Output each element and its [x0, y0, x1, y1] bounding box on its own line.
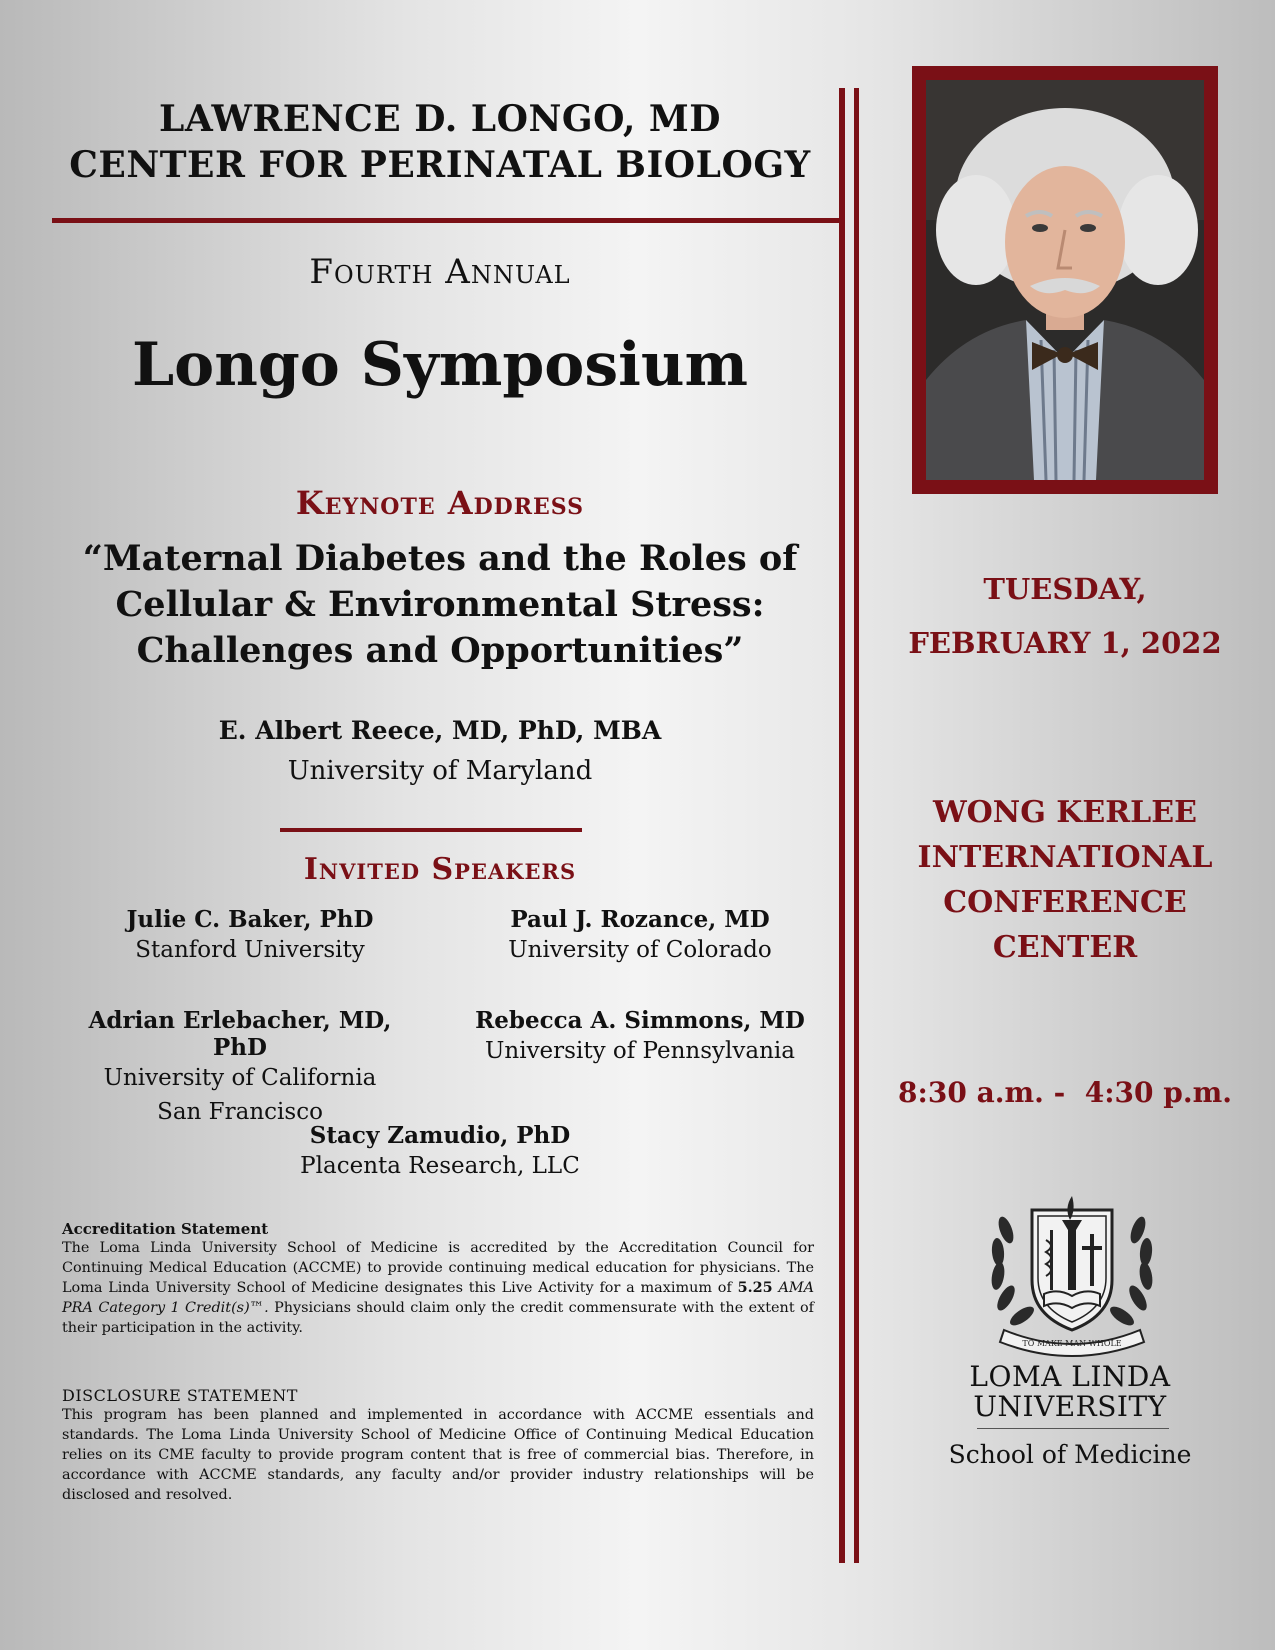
event-time: 8:30 a.m. - 4:30 p.m.: [898, 1076, 1232, 1109]
seal-motto: TO MAKE MAN WHOLE: [1022, 1339, 1122, 1348]
venue-line-2: INTERNATIONAL: [917, 840, 1213, 875]
keynote-talk-line-2: Cellular & Environmental Stress:: [115, 584, 765, 625]
speaker-affiliation: Placenta Research, LLC: [300, 1153, 580, 1179]
speaker-card: [460, 1007, 820, 1068]
vertical-divider-left: [839, 88, 845, 1563]
subtitle: Fourth Annual: [309, 252, 571, 292]
center-name: [60, 96, 820, 188]
vertical-divider-right: [854, 88, 859, 1563]
speaker-card: [470, 906, 810, 967]
venue-line-4: CENTER: [992, 930, 1138, 965]
speaker-name: Stacy Zamudio, PhD: [309, 1122, 571, 1149]
speaker-card: [60, 1007, 420, 1129]
speaker-card: [80, 906, 420, 967]
venue-line-1: WONG KERLEE: [932, 795, 1197, 830]
logo-divider: [977, 1428, 1169, 1429]
center-name-line-1: LAWRENCE D. LONGO, MD: [159, 98, 721, 140]
university-seal-icon: [976, 1190, 1168, 1360]
keynote-talk-title: [60, 536, 820, 674]
keynote-speaker-name: E. Albert Reece, MD, PhD, MBA: [218, 716, 662, 745]
venue-line-3: CONFERENCE: [943, 885, 1187, 920]
keynote-heading: Keynote Address: [295, 484, 585, 522]
university-name-line-1: LOMA LINDA: [969, 1360, 1171, 1393]
speaker-affiliation: San Francisco: [157, 1099, 323, 1125]
credit-amount: 5.25: [737, 1279, 773, 1296]
accreditation-statement: [62, 1220, 814, 1338]
accreditation-text-2: Physicians should claim only the credit commensurate with the extent of their participation in the activity.: [62, 1300, 815, 1336]
event-venue: [890, 790, 1240, 970]
university-name: [900, 1362, 1240, 1422]
university-name-line-2: UNIVERSITY: [973, 1390, 1167, 1423]
accreditation-text-1: The Loma Linda University School of Medicine is accredited by the Accreditation Council for Continuing Medical Education (ACCME) to provide continuing medical education for physicians. The Loma Linda University School of Medicine designates this Live Activity for a maximum of: [62, 1240, 814, 1296]
speaker-name: Julie C. Baker, PhD: [126, 906, 374, 933]
speaker-affiliation: Stanford University: [135, 937, 365, 963]
speaker-name: Adrian Erlebacher, MD, PhD: [88, 1007, 392, 1061]
invited-speakers-heading: Invited Speakers: [303, 852, 577, 887]
portrait-photo: [926, 80, 1204, 480]
school-name: School of Medicine: [948, 1440, 1192, 1469]
keynote-talk-line-1: “Maternal Diabetes and the Roles of: [82, 538, 798, 579]
keynote-speaker-affiliation: University of Maryland: [287, 756, 593, 786]
accreditation-body: [62, 1238, 814, 1338]
speaker-affiliation: University of Colorado: [508, 937, 772, 963]
credit-designation: AMA PRA Category 1 Credit(s)™.: [62, 1280, 815, 1316]
disclosure-title: DISCLOSURE STATEMENT: [62, 1386, 298, 1405]
header-divider: [52, 218, 840, 223]
center-name-line-2: CENTER FOR PERINATAL BIOLOGY: [69, 144, 811, 186]
disclosure-statement: [62, 1386, 814, 1505]
disclosure-body: This program has been planned and implemented in accordance with ACCME essentials and standards. The Loma Linda University School of Medicine Office of Continuing Medical Education relies on its CME faculty to provide program content that is free of commercial bias. Therefore, in accordance with ACCME standards, any faculty and/or provider industry relationships will be disclosed and resolved.: [62, 1407, 814, 1503]
event-day: TUESDAY,: [983, 572, 1147, 606]
speaker-affiliation: University of Pennsylvania: [485, 1038, 795, 1064]
accreditation-title: Accreditation Statement: [62, 1220, 269, 1238]
event-date: FEBRUARY 1, 2022: [908, 626, 1222, 660]
speaker-name: Rebecca A. Simmons, MD: [475, 1007, 805, 1034]
page-title: Longo Symposium: [131, 330, 749, 400]
speaker-card: [240, 1122, 640, 1183]
speaker-affiliation: University of California: [103, 1065, 377, 1091]
section-divider: [280, 828, 582, 832]
speaker-name: Paul J. Rozance, MD: [510, 906, 770, 933]
keynote-talk-line-3: Challenges and Opportunities”: [136, 630, 744, 671]
